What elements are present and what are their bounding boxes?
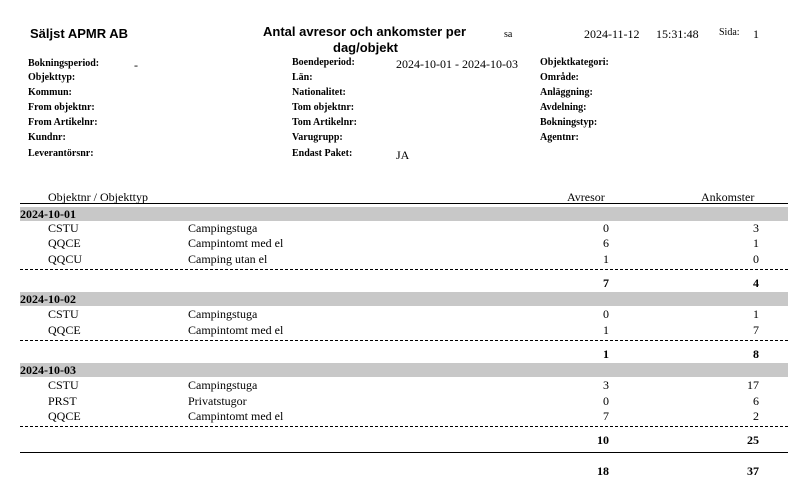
object-type: Camping utan el [188,252,268,266]
object-type: Campintomt med el [188,409,284,423]
arrivals-value: 3 [753,221,759,235]
departures-value: 6 [603,236,609,250]
subtotal-divider [20,340,788,341]
filter-label: Leverantörsnr: [28,148,94,159]
subtotal-arrivals: 25 [747,433,759,447]
arrivals-value: 17 [747,378,759,392]
subtotal-departures: 1 [603,347,609,361]
object-type: Campintomt med el [188,236,284,250]
report-title-line1: Antal avresor och ankomster per [263,24,467,39]
arrivals-value: 2 [753,409,759,423]
departures-value: 0 [603,221,609,235]
grand-total-rule [20,452,788,453]
date-group-band [20,363,788,377]
filter-label: Kundnr: [28,132,66,143]
report-date: 2024-11-12 [584,27,640,41]
group-date: 2024-10-02 [20,292,76,306]
column-header-arrivals: Ankomster [701,190,755,204]
object-type: Privatstugor [188,394,247,408]
filter-label: From objektnr: [28,102,95,113]
report-user: sa [504,29,513,40]
object-code: CSTU [48,221,79,235]
filter-label: Bokningstyp: [540,117,598,128]
filter-label: Objekttyp: [28,72,76,83]
departures-value: 3 [603,378,609,392]
filter-label: Objektkategori: [540,57,609,68]
subtotal-divider [20,269,788,270]
filter-value: 2024-10-01 - 2024-10-03 [396,57,518,71]
subtotal-divider [20,426,788,427]
object-code: CSTU [48,378,79,392]
object-code: QQCE [48,236,81,250]
grand-total-arrivals: 37 [747,464,759,478]
page-number: 1 [753,27,759,41]
date-group-band [20,207,788,221]
company-name: Säljst APMR AB [30,26,128,41]
object-type: Campingstuga [188,307,258,321]
date-group-band [20,292,788,306]
filter-label: Område: [540,72,579,83]
filter-label: Tom objektnr: [292,102,355,113]
arrivals-value: 7 [753,323,759,337]
filter-label: Län: [292,72,313,83]
group-date: 2024-10-03 [20,363,76,377]
group-date: 2024-10-01 [20,207,76,221]
object-type: Campingstuga [188,221,258,235]
subtotal-departures: 10 [597,433,609,447]
filter-label: Agentnr: [540,132,579,143]
filter-label: Avdelning: [540,102,587,113]
departures-value: 7 [603,409,609,423]
filter-label: Bokningsperiod: [28,58,100,69]
object-code: QQCU [48,252,83,266]
object-code: QQCE [48,409,81,423]
filter-label: Boendeperiod: [292,57,355,68]
departures-value: 1 [603,252,609,266]
filter-label: Varugrupp: [292,132,343,143]
report-title-line2: dag/objekt [333,40,399,55]
object-code: QQCE [48,323,81,337]
object-type: Campintomt med el [188,323,284,337]
object-code: CSTU [48,307,79,321]
arrivals-value: 0 [753,252,759,266]
subtotal-departures: 7 [603,276,609,290]
column-header-object: Objektnr / Objekttyp [48,190,148,204]
filter-label: Endast Paket: [292,148,353,159]
departures-value: 0 [603,307,609,321]
page-label: Sida: [719,27,740,38]
arrivals-value: 6 [753,394,759,408]
filter-value: JA [396,148,410,162]
filter-label: From Artikelnr: [28,117,98,128]
grand-total-departures: 18 [597,464,609,478]
departures-value: 0 [603,394,609,408]
filter-label: Kommun: [28,87,72,98]
arrivals-value: 1 [753,236,759,250]
object-code: PRST [48,394,77,408]
report-time: 15:31:48 [656,27,699,41]
filter-value: - [134,58,138,72]
departures-value: 1 [603,323,609,337]
column-header-departures: Avresor [567,190,605,204]
filter-label: Tom Artikelnr: [292,117,357,128]
object-type: Campingstuga [188,378,258,392]
filter-label: Nationalitet: [292,87,346,98]
arrivals-value: 1 [753,307,759,321]
filter-label: Anläggning: [540,87,593,98]
subtotal-arrivals: 4 [753,276,759,290]
subtotal-arrivals: 8 [753,347,759,361]
header-rule [20,203,788,204]
